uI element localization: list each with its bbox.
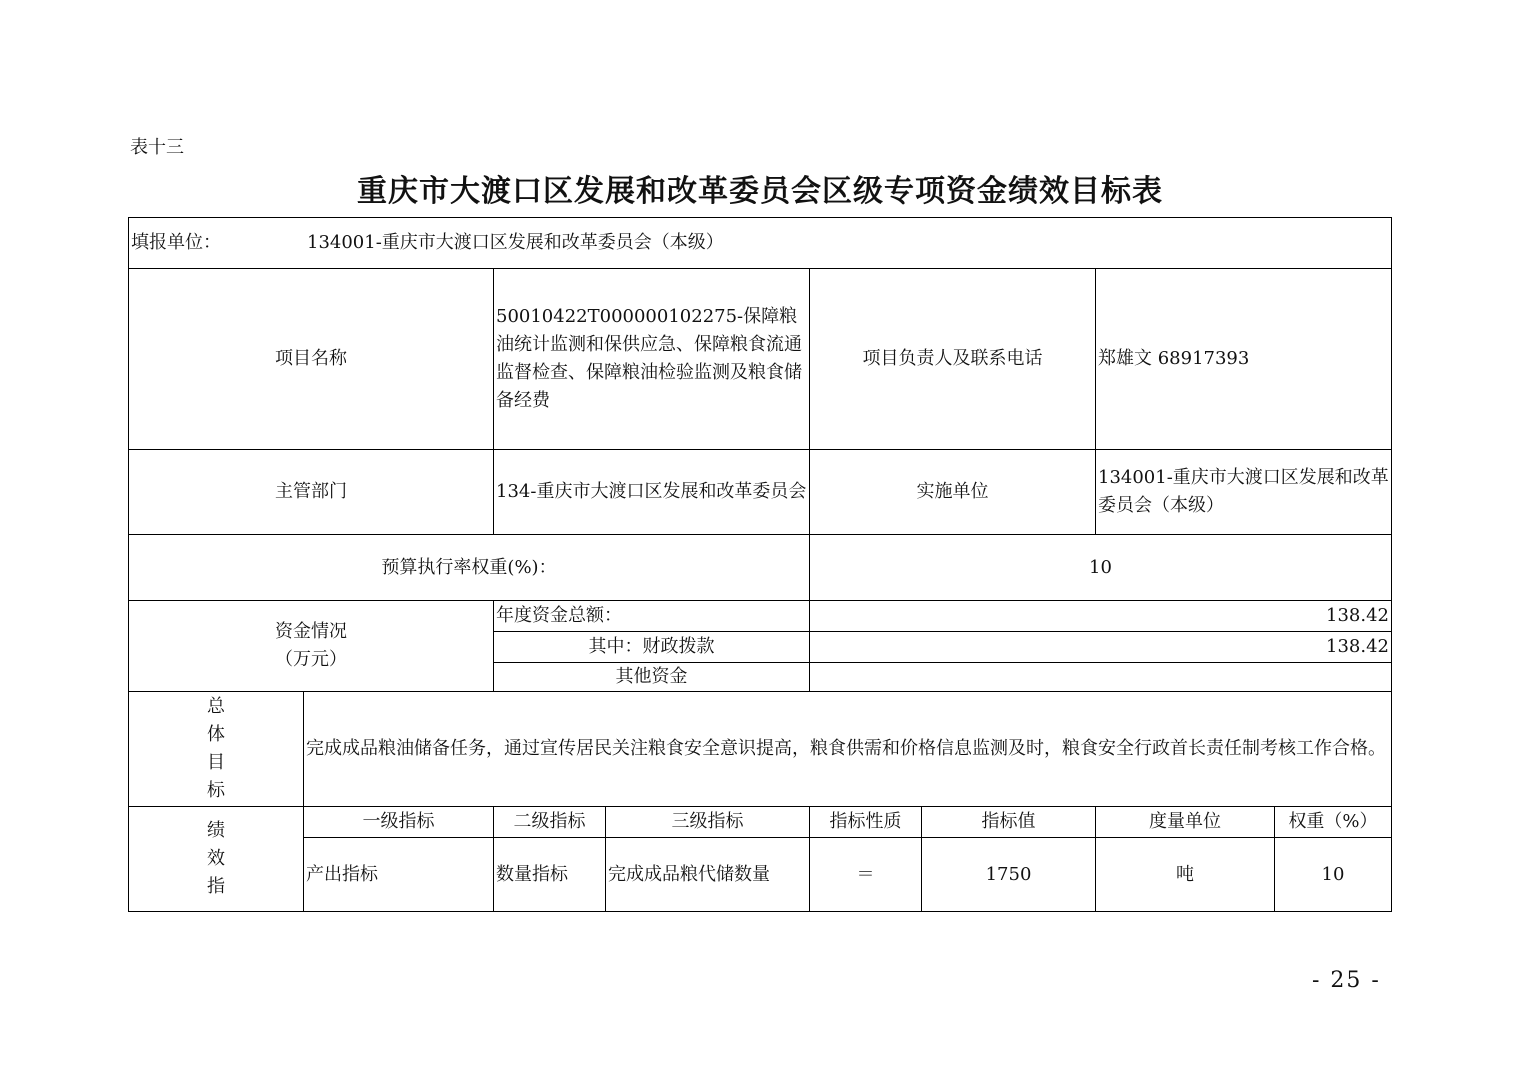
perf-label <box>129 807 303 911</box>
unit-label: 填报单位： <box>131 232 221 253</box>
annual-total-label: 年度资金总额： <box>496 605 622 626</box>
dept-label: 主管部门 <box>275 481 347 502</box>
unit-value: 134001-重庆市大渡口区发展和改革委员会（本级） <box>307 232 724 253</box>
indicator-header-level1: 一级指标 <box>362 811 435 832</box>
table-label: 表十三 <box>130 137 184 158</box>
indicator-header-level3: 三级指标 <box>671 811 744 832</box>
indicator-header-level2: 二级指标 <box>513 811 586 832</box>
impl-label: 实施单位 <box>916 481 989 502</box>
indicator-weight: 10 <box>1321 863 1345 885</box>
funds-label-line2: （万元） <box>275 649 347 670</box>
funds-label <box>129 601 493 691</box>
indicator-level1: 产出指标 <box>306 863 378 885</box>
fiscal-label: 其中：财政拨款 <box>588 636 715 657</box>
indicator-header-weight: 权重（%） <box>1288 811 1378 832</box>
goal-label <box>129 692 303 806</box>
goal-label-char: 总 <box>207 696 225 717</box>
indicator-header-value: 指标值 <box>981 811 1036 832</box>
goal-text: 完成成品粮油储备任务，通过宣传居民关注粮食安全意识提高，粮食供需和价格信息监测及时，粮食安全行政首长责任制考核工作合格。 <box>306 738 1386 759</box>
goal-label-char: 标 <box>207 780 225 801</box>
contact-label: 项目负责人及联系电话 <box>862 348 1043 369</box>
project-name-label: 项目名称 <box>275 348 347 369</box>
budget-weight-label: 预算执行率权重(%)： <box>381 556 557 578</box>
budget-weight-value: 10 <box>1089 556 1112 578</box>
indicator-level2: 数量指标 <box>496 863 568 885</box>
perf-label-char: 指 <box>207 876 225 897</box>
goal-label-char: 体 <box>207 724 225 745</box>
indicator-header-nature: 指标性质 <box>829 811 902 832</box>
perf-label-char: 绩 <box>207 820 225 841</box>
contact-value: 郑雄文 68917393 <box>1098 348 1250 369</box>
project-name-value: 50010422T000000102275-保障粮油统计监测和保供应急、保障粮食流通监督检查、保障粮油检验监测及粮食储备经费 <box>496 306 802 411</box>
funds-label-line1: 资金情况 <box>275 621 347 642</box>
indicator-level3: 完成成品粮代储数量 <box>608 863 770 885</box>
dept-value: 134-重庆市大渡口区发展和改革委员会 <box>496 481 807 502</box>
page-number: - 25 - <box>1312 968 1381 993</box>
indicator-header-unit: 度量单位 <box>1149 811 1221 832</box>
other-label: 其他资金 <box>615 666 688 687</box>
indicator-value: 1750 <box>985 863 1032 885</box>
fiscal-value: 138.42 <box>1326 636 1389 657</box>
document-title: 重庆市大渡口区发展和改革委员会区级专项资金绩效目标表 <box>357 174 1163 209</box>
impl-value: 134001-重庆市大渡口区发展和改革委员会（本级） <box>1098 467 1389 516</box>
perf-label-char: 效 <box>207 848 225 869</box>
goal-label-char: 目 <box>207 752 225 773</box>
other-value <box>810 663 1391 691</box>
indicator-nature: ＝ <box>856 863 875 885</box>
annual-total-value: 138.42 <box>1326 605 1389 626</box>
indicator-unit: 吨 <box>1176 863 1194 885</box>
